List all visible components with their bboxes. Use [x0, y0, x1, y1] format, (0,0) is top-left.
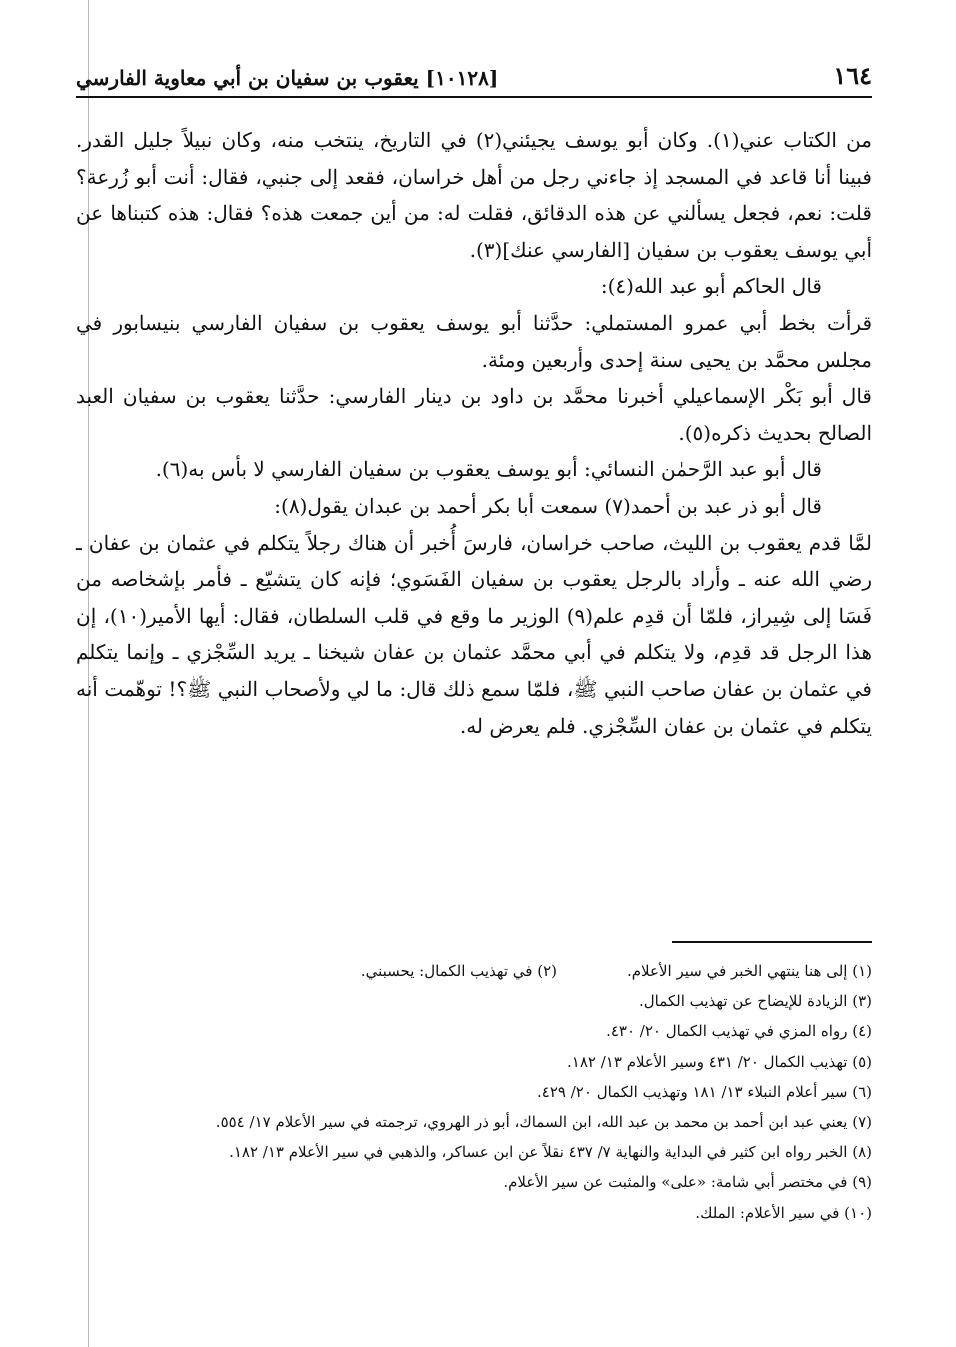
main-text: [76, 122, 872, 744]
running-title: [١٠١٢٨] يعقوب بن سفيان بن أبي معاوية الفارسي: [76, 66, 499, 90]
footnote-9: (٩) في مختصر أبي شامة: «على» والمثبت عن سير الأعلام.: [503, 1173, 872, 1192]
paragraph-7: لمَّا قدم يعقوب بن الليث، صاحب خراسان، فارسَ أُخبر أن هناك رجلاً يتكلم في عثمان بن عفان ـ رضي الله عنه ـ وأراد بالرجل يعقوب بن سفيان الفَسَوي؛ فإنه كان يتشيّع ـ فأمر بإشخاصه من فَسَا إلى شِيراز، فلمّا أن قدِم علم(٩) الوزير ما وقع في قلب السلطان، فقال: أيها الأمير(١٠)، إن هذا الرجل قد قدِم، ولا يتكلم في أبي محمَّد عثمان بن عفان شيخنا ـ يريد السِّجْزي ـ وإنما يتكلم في عثمان بن عفان صاحب النبي ﷺ، فلمّا سمع ذلك قال: ما لي ولأصحاب النبي ﷺ؟! توهّمت أنه يتكلم في عثمان بن عفان السِّجْزي. فلم يعرض له.: [76, 530, 873, 738]
footnote-2: (٢) في تهذيب الكمال: يحسبني.: [360, 962, 557, 980]
footnote-8: (٨) الخبر رواه ابن كثير في البداية والنهاية ٧/ ٤٣٧ نقلاً عن ابن عساكر، والذهبي في سير الأعلام ١٣/ ١٨٢.: [229, 1143, 872, 1162]
footnotes: [92, 956, 872, 1228]
paragraph-2: قال الحاكم أبو عبد الله(٤):: [600, 274, 822, 299]
footnote-row: [92, 956, 872, 986]
paragraph-6: قال أبو ذر عبد بن أحمد(٧) سمعت أبا بكر أحمد بن عبدان يقول(٨):: [274, 493, 822, 518]
footnote-5: (٥) تهذيب الكمال ٢٠/ ٤٣١ وسير الأعلام ١٣/ ١٨٢.: [567, 1052, 872, 1071]
paragraph-3: قرأت بخط أبي عمرو المستملي: حدَّثنا أبو يوسف يعقوب بن سفيان الفارسي بنيسابور في مجلس محمَّد بن يحيى سنة إحدى وأربعين ومئة.: [76, 310, 872, 372]
paragraph-5: قال أبو عبد الرَّحمٰن النسائي: أبو يوسف يعقوب بن سفيان الفارسي لا بأس به(٦).: [155, 457, 822, 482]
page-number: ١٦٤: [833, 61, 872, 90]
footnote-6: (٦) سير أعلام النبلاء ١٣/ ١٨١ وتهذيب الكمال ٢٠/ ٤٢٩.: [537, 1082, 872, 1101]
footnote-7: (٧) يعني عبد ابن أحمد بن محمد بن عبد الله، ابن السماك، أبو ذر الهروي، ترجمته في سير الأعلام ١٧/ ٥٥٤.: [215, 1113, 872, 1132]
footnote-10: (١٠) في سير الأعلام: الملك.: [695, 1203, 872, 1222]
footnote-3: (٣) الزيادة للإيضاح عن تهذيب الكمال.: [638, 992, 872, 1011]
paragraph-1: من الكتاب عني(١). وكان أبو يوسف يجيئني(٢) في التاريخ، ينتخب منه، وكان نبيلاً جليل القدر. فبينا أنا قاعد في المسجد إذ جاءني رجل من أهل خراسان، فقعد إلى جنبي، فقال: أنت أبو زُرعة؟ قلت: نعم، فجعل يسألني عن هذه الدقائق، فقلت له: من أين جمعت هذه؟ فقال: هذه كتبناها عن أبي يوسف يعقوب بن سفيان [الفارسي عنك](٣).: [76, 128, 873, 262]
footnote-1: (١) إلى هنا ينتهي الخبر في سير الأعلام.: [627, 962, 872, 980]
paragraph-4: قال أبو بَكْر الإسماعيلي أخبرنا محمَّد بن داود بن دينار الفارسي: حدَّثنا يعقوب بن سفيان العبد الصالح بحديث ذكره(٥).: [76, 384, 872, 445]
footnote-4: (٤) رواه المزي في تهذيب الكمال ٢٠/ ٤٣٠.: [606, 1022, 872, 1041]
page-header: [76, 56, 872, 98]
footnote-separator: [672, 941, 872, 943]
